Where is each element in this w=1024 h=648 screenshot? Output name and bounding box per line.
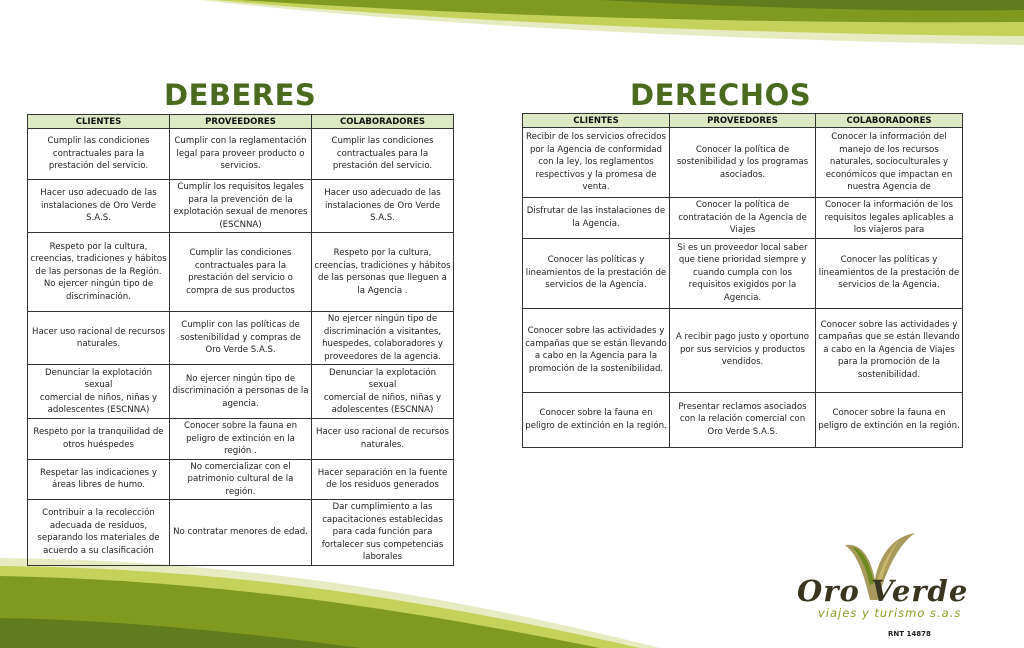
table-row <box>523 128 963 198</box>
table-cell: Conocer la información de los requisitos legales aplicables a los viajeros para <box>816 198 963 239</box>
table-row <box>28 459 454 500</box>
derechos-title: DERECHOS <box>630 78 812 112</box>
table-cell: No ejercer ningún tipo de discriminación a visitantes, huespedes, colaboradores y proveedores de la agencia. <box>312 312 454 365</box>
table-row <box>28 312 454 365</box>
table-cell: Hacer uso racional de recursos naturales. <box>312 419 454 460</box>
header-row <box>523 114 963 128</box>
column-header-colaboradores: COLABORADORES <box>816 114 963 128</box>
derechos-table <box>522 113 963 448</box>
table-cell: Conocer sobre la fauna en peligro de extinción en la región. <box>816 392 963 447</box>
table-cell: Conocer sobre las actividades y campañas que se están llevando a cabo en la Agencia de Viajes para la promoción de la sostenibilidad. <box>816 308 963 392</box>
table-cell: A recibir pago justo y oportuno por sus servicios y productos vendidos. <box>670 308 816 392</box>
table-cell: Respeto por la cultura, creencias, tradiciones y hábitos de las personas de la Región. No ejercer ningún tipo de discriminación. <box>28 233 170 312</box>
table-cell: Conocer sobre la fauna en peligro de extinción en la región. <box>523 392 670 447</box>
brand-name: Oro Verde <box>797 574 969 608</box>
table-cell: Hacer uso adecuado de las instalaciones de Oro Verde S.A.S. <box>312 180 454 233</box>
table-cell: No contratar menores de edad. <box>170 500 312 566</box>
column-header-clientes: CLIENTES <box>523 114 670 128</box>
table-cell: No ejercer ningún tipo de discriminación a personas de la agencia. <box>170 365 312 419</box>
table-cell: Denunciar la explotación sexual comercial de niños, niñas y adolescentes (ESCNNA) <box>28 365 170 419</box>
table-cell: Respeto por la cultura, creencias, tradiciones y hábitos de las personas que lleguen a la Agencia . <box>312 233 454 312</box>
table-cell: Denunciar la explotación sexual comercial de niños, niñas y adolescentes (ESCNNA) <box>312 365 454 419</box>
table-cell: Hacer uso racional de recursos naturales. <box>28 312 170 365</box>
deberes-title: DEBERES <box>164 78 317 112</box>
table-cell: No comercializar con el patrimonio cultural de la región. <box>170 459 312 500</box>
table-cell: Conocer la información del manejo de los recursos naturales, socioculturales y económicos que impactan en nuestra Agencia de <box>816 128 963 198</box>
table-row <box>28 419 454 460</box>
rnt-number: RNT 14878 <box>888 630 931 638</box>
table-cell: Recibir de los servicios ofrecidos por la Agencia de conformidad con la ley, los reglamentos respectivos y la promesa de venta. <box>523 128 670 198</box>
table-row <box>28 233 454 312</box>
table-cell: Si es un proveedor local saber que tiene prioridad siempre y cuando cumpla con los requisitos exigidos por la Agencia. <box>670 238 816 308</box>
table-row <box>523 392 963 447</box>
table-cell: Disfrutar de las instalaciones de la Agencia. <box>523 198 670 239</box>
table-cell: Conocer las políticas y lineamientos de la prestación de servicios de la Agencia. <box>816 238 963 308</box>
table-row <box>28 365 454 419</box>
table-cell: Cumplir con las políticas de sostenibilidad y compras de Oro Verde S.A.S. <box>170 312 312 365</box>
table-cell: Contribuir a la recolección adecuada de residuos, separando los materiales de acuerdo a su clasificación <box>28 500 170 566</box>
column-header-colaboradores: COLABORADORES <box>312 115 454 129</box>
table-cell: Conocer la política de sostenibilidad y los programas asociados. <box>670 128 816 198</box>
table-row <box>28 500 454 566</box>
deberes-table <box>27 114 454 566</box>
column-header-proveedores: PROVEEDORES <box>170 115 312 129</box>
table-cell: Presentar reclamos asociados con la relación comercial con Oro Verde S.A.S. <box>670 392 816 447</box>
header-row <box>28 115 454 129</box>
table-cell: Respetar las indicaciones y áreas libres de humo. <box>28 459 170 500</box>
table-cell: Respeto por la tranquilidad de otros huéspedes <box>28 419 170 460</box>
table-cell: Conocer las políticas y lineamientos de la prestación de servicios de la Agencia. <box>523 238 670 308</box>
table-cell: Cumplir con la reglamentación legal para proveer producto o servicios. <box>170 129 312 180</box>
table-cell: Conocer sobre la fauna en peligro de extinción en la región . <box>170 419 312 460</box>
table-row <box>523 238 963 308</box>
table-cell: Cumplir las condiciones contractuales para la prestación del servicio. <box>312 129 454 180</box>
table-row <box>523 198 963 239</box>
table-row <box>28 180 454 233</box>
table-cell: Hacer uso adecuado de las instalaciones de Oro Verde S.A.S. <box>28 180 170 233</box>
table-row <box>28 129 454 180</box>
brand-tagline: viajes y turismo s.a.s <box>818 606 962 620</box>
table-cell: Conocer la política de contratación de la Agencia de Viajes <box>670 198 816 239</box>
column-header-clientes: CLIENTES <box>28 115 170 129</box>
column-header-proveedores: PROVEEDORES <box>670 114 816 128</box>
table-cell: Cumplir las condiciones contractuales para la prestación del servicio o compra de sus productos <box>170 233 312 312</box>
table-cell: Dar cumplimiento a las capacitaciones establecidas para cada función para fortalecer sus competencias laborales <box>312 500 454 566</box>
table-cell: Cumplir los requisitos legales para la prevención de la explotación sexual de menores (ESCNNA) <box>170 180 312 233</box>
table-cell: Hacer separación en la fuente de los residuos generados <box>312 459 454 500</box>
table-cell: Cumplir las condiciones contractuales para la prestación del servicio. <box>28 129 170 180</box>
table-cell: Conocer sobre las actividades y campañas que se están llevando a cabo en la Agencia para la promoción de la sostenibilidad. <box>523 308 670 392</box>
table-row <box>523 308 963 392</box>
